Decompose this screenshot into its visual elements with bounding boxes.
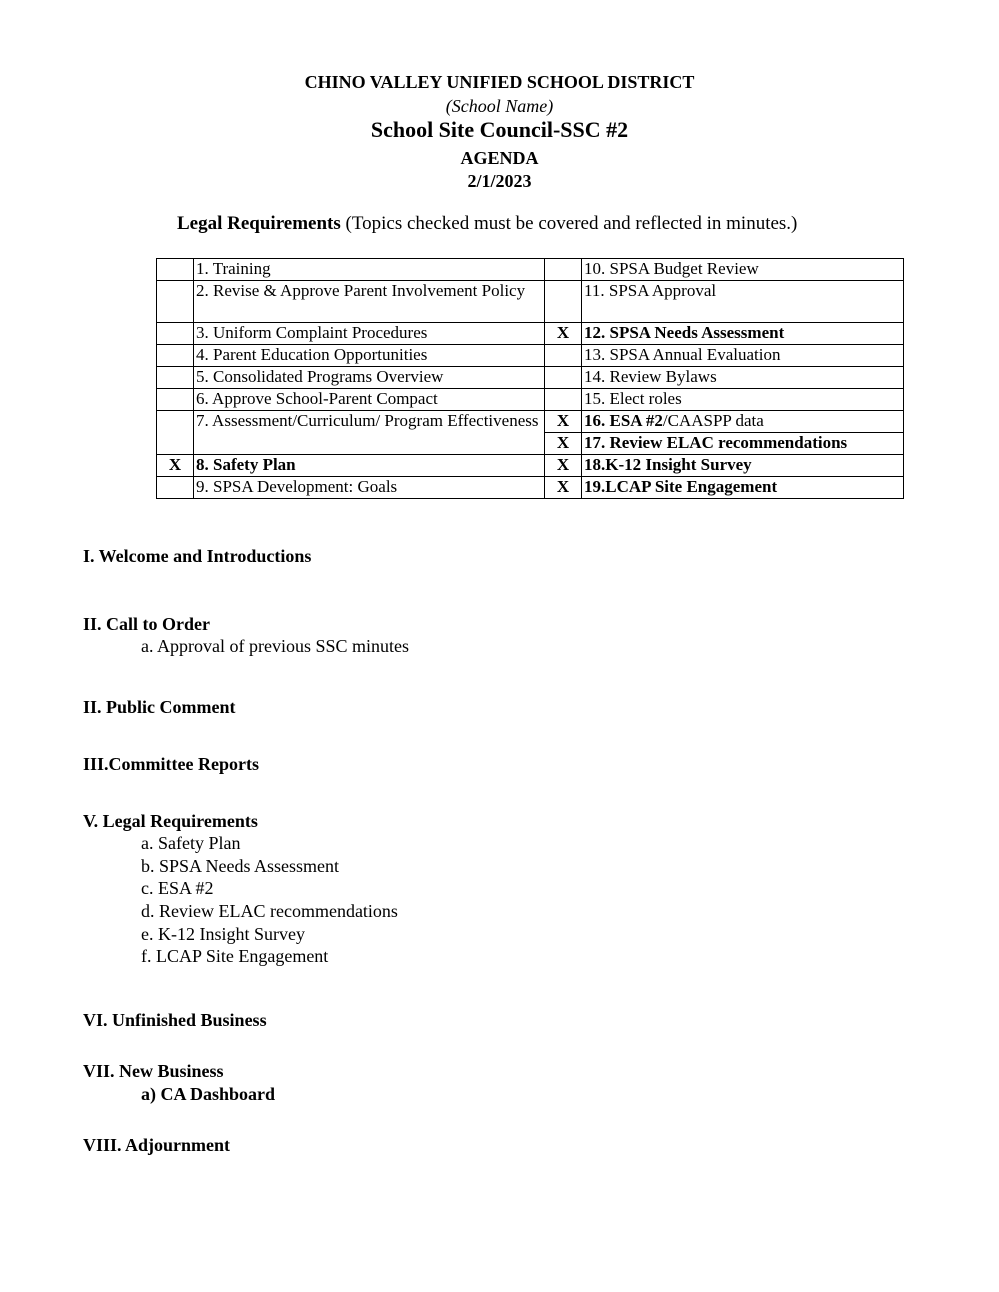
item-cell: 10. SPSA Budget Review <box>582 259 904 281</box>
item-cell: 19.LCAP Site Engagement <box>582 477 904 499</box>
section-call-to-order: II. Call to Order <box>83 614 210 634</box>
item-cell: 6. Approve School-Parent Compact <box>194 389 545 411</box>
section-adjournment: VIII. Adjournment <box>83 1135 231 1155</box>
check-cell: X <box>157 455 194 477</box>
agenda-heading: AGENDA <box>460 148 539 168</box>
sub-item-lcap: f. LCAP Site Engagement <box>141 946 329 966</box>
table-row <box>157 389 904 411</box>
check-cell <box>157 367 194 389</box>
item-cell: 8. Safety Plan <box>194 455 545 477</box>
check-cell: X <box>545 433 582 455</box>
check-cell <box>545 281 582 323</box>
item-cell: 17. Review ELAC recommendations <box>582 433 904 455</box>
table-row <box>157 259 904 281</box>
item-cell: 11. SPSA Approval <box>582 281 904 323</box>
section-legal-requirements: V. Legal Requirements <box>83 811 258 831</box>
table-row <box>157 323 904 345</box>
check-cell <box>157 323 194 345</box>
check-cell <box>545 259 582 281</box>
check-cell: X <box>545 477 582 499</box>
agenda-date: 2/1/2023 <box>467 171 532 191</box>
table-row <box>157 281 904 323</box>
sub-item-approval-minutes: a. Approval of previous SSC minutes <box>141 636 409 656</box>
sub-item-insight-survey: e. K-12 Insight Survey <box>141 924 305 944</box>
item-cell: 13. SPSA Annual Evaluation <box>582 345 904 367</box>
table-row <box>157 345 904 367</box>
section-welcome: I. Welcome and Introductions <box>83 546 312 566</box>
section-public-comment: II. Public Comment <box>83 697 236 717</box>
item-bold-part: 16. ESA #2 <box>584 411 663 430</box>
table-row <box>157 477 904 499</box>
sub-item-esa: c. ESA #2 <box>141 878 214 898</box>
legal-requirements-note <box>177 213 797 235</box>
check-cell <box>157 477 194 499</box>
requirements-table <box>156 258 904 499</box>
table-row <box>157 411 904 433</box>
item-cell: 1. Training <box>194 259 545 281</box>
section-committee-reports: III.Committee Reports <box>83 754 259 774</box>
section-unfinished-business: VI. Unfinished Business <box>83 1010 267 1030</box>
item-cell: 4. Parent Education Opportunities <box>194 345 545 367</box>
legal-label: Legal Requirements <box>177 213 341 234</box>
check-cell <box>157 281 194 323</box>
item-cell <box>582 411 904 433</box>
check-cell: X <box>545 455 582 477</box>
item-cell: 15. Elect roles <box>582 389 904 411</box>
check-cell <box>545 389 582 411</box>
district-title: CHINO VALLEY UNIFIED SCHOOL DISTRICT <box>304 72 695 92</box>
item-cell: 7. Assessment/Curriculum/ Program Effectiveness <box>194 411 545 455</box>
table-row <box>157 367 904 389</box>
check-cell <box>157 389 194 411</box>
school-name: (School Name) <box>445 96 554 116</box>
item-cell: 14. Review Bylaws <box>582 367 904 389</box>
sub-item-ca-dashboard: a) CA Dashboard <box>141 1084 276 1104</box>
check-cell: X <box>545 323 582 345</box>
item-cell: 3. Uniform Complaint Procedures <box>194 323 545 345</box>
check-cell: X <box>545 411 582 433</box>
item-rest-part: /CAASPP data <box>662 411 764 430</box>
item-cell: 9. SPSA Development: Goals <box>194 477 545 499</box>
item-cell: 2. Revise & Approve Parent Involvement Policy <box>194 281 545 323</box>
legal-note: (Topics checked must be covered and reflected in minutes.) <box>345 213 798 234</box>
sub-item-safety-plan: a. Safety Plan <box>141 833 241 853</box>
check-cell <box>157 345 194 367</box>
section-new-business: VII. New Business <box>83 1061 224 1081</box>
item-cell: 5. Consolidated Programs Overview <box>194 367 545 389</box>
table-row <box>157 455 904 477</box>
sub-item-needs-assessment: b. SPSA Needs Assessment <box>141 856 340 876</box>
check-cell <box>545 367 582 389</box>
sub-item-elac: d. Review ELAC recommendations <box>141 901 398 921</box>
check-cell <box>157 259 194 281</box>
check-cell <box>545 345 582 367</box>
item-cell: 18.K-12 Insight Survey <box>582 455 904 477</box>
council-title: School Site Council-SSC #2 <box>370 117 629 142</box>
check-cell <box>157 411 194 455</box>
item-cell: 12. SPSA Needs Assessment <box>582 323 904 345</box>
